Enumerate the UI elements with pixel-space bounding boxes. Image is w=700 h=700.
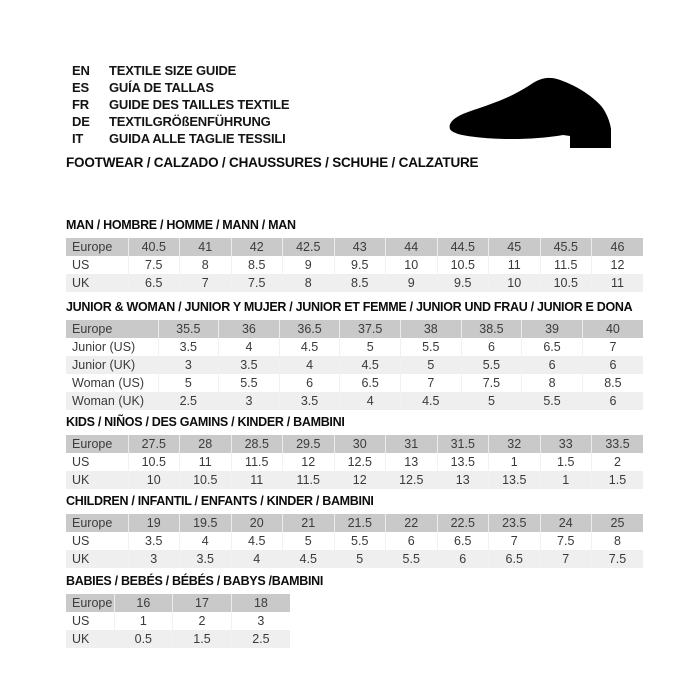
size-cell: 5.5 bbox=[219, 374, 280, 392]
size-section-babies bbox=[66, 574, 644, 648]
size-cell: 3.5 bbox=[128, 532, 180, 550]
size-cell: 44.5 bbox=[437, 238, 489, 256]
size-cell: 11.5 bbox=[283, 471, 335, 489]
size-cell: 9.5 bbox=[334, 256, 386, 274]
size-cell: 36.5 bbox=[279, 320, 340, 338]
size-cell: 19 bbox=[128, 514, 180, 532]
size-cell: 4.5 bbox=[283, 550, 335, 568]
size-cell: 13.5 bbox=[489, 471, 541, 489]
size-section-children bbox=[66, 494, 644, 568]
size-cell: 46 bbox=[592, 238, 644, 256]
size-section-kids bbox=[66, 415, 644, 489]
size-cell: 1.5 bbox=[592, 471, 644, 489]
size-cell: 0.5 bbox=[114, 630, 173, 648]
size-cell: 7 bbox=[582, 338, 643, 356]
size-cell: 10 bbox=[489, 274, 541, 292]
size-cell: 29.5 bbox=[283, 435, 335, 453]
size-cell: 10 bbox=[128, 471, 180, 489]
row-label: Europe bbox=[66, 320, 158, 338]
size-cell: 30 bbox=[334, 435, 386, 453]
size-cell: 40.5 bbox=[128, 238, 180, 256]
row-label: US bbox=[72, 455, 90, 469]
size-cell: 12 bbox=[592, 256, 644, 274]
size-cell: 13 bbox=[437, 471, 489, 489]
size-cell: 8 bbox=[522, 374, 583, 392]
section-title: BABIES / BEBÉS / BÉBÉS / BABYS /BAMBINI bbox=[66, 574, 324, 588]
size-cell: 13.5 bbox=[437, 453, 489, 471]
shoe-icon bbox=[444, 72, 636, 154]
size-cell: 42 bbox=[231, 238, 283, 256]
size-cell: 43 bbox=[334, 238, 386, 256]
table-row bbox=[66, 594, 290, 612]
size-cell: 5 bbox=[340, 338, 401, 356]
size-cell: 11 bbox=[592, 274, 644, 292]
size-cell: 5 bbox=[461, 392, 522, 410]
size-cell: 5.5 bbox=[401, 338, 462, 356]
size-cell: 31 bbox=[386, 435, 438, 453]
size-cell: 18 bbox=[231, 594, 290, 612]
size-cell: 40 bbox=[582, 320, 643, 338]
language-guide-text: TEXTILE SIZE GUIDE bbox=[109, 63, 237, 78]
row-label: US bbox=[72, 258, 90, 272]
row-label: US bbox=[72, 614, 90, 628]
size-cell: 1.5 bbox=[540, 453, 592, 471]
size-cell: 12 bbox=[334, 471, 386, 489]
section-title: JUNIOR & WOMAN / JUNIOR Y MUJER / JUNIOR ET FEMME / JUNIOR UND FRAU / JUNIOR E DONA bbox=[66, 300, 633, 314]
size-cell: 12 bbox=[283, 453, 335, 471]
row-label: Europe bbox=[66, 435, 128, 453]
size-cell: 9 bbox=[386, 274, 438, 292]
size-cell: 33.5 bbox=[592, 435, 644, 453]
size-cell: 25 bbox=[592, 514, 644, 532]
size-cell: 23.5 bbox=[489, 514, 541, 532]
size-cell: 16 bbox=[114, 594, 173, 612]
language-code: DE bbox=[72, 114, 90, 129]
size-cell: 10 bbox=[386, 256, 438, 274]
size-cell: 11.5 bbox=[540, 256, 592, 274]
size-cell: 22 bbox=[386, 514, 438, 532]
size-cell: 6.5 bbox=[437, 532, 489, 550]
category-heading: FOOTWEAR / CALZADO / CHAUSSURES / SCHUHE / CALZATURE bbox=[66, 155, 479, 170]
size-cell: 20 bbox=[231, 514, 283, 532]
size-cell: 6.5 bbox=[128, 274, 180, 292]
size-cell: 7.5 bbox=[128, 256, 180, 274]
size-cell: 6 bbox=[522, 356, 583, 374]
size-cell: 3.5 bbox=[279, 392, 340, 410]
table-row bbox=[66, 374, 643, 392]
size-cell: 6.5 bbox=[522, 338, 583, 356]
size-cell: 7.5 bbox=[231, 274, 283, 292]
size-cell: 5.5 bbox=[386, 550, 438, 568]
language-code: ES bbox=[72, 80, 89, 95]
size-cell: 8 bbox=[592, 532, 644, 550]
language-guide-list bbox=[72, 62, 289, 147]
table-row bbox=[66, 630, 290, 648]
size-cell: 12.5 bbox=[386, 471, 438, 489]
size-cell: 10.5 bbox=[128, 453, 180, 471]
size-cell: 32 bbox=[489, 435, 541, 453]
row-label: UK bbox=[66, 471, 128, 489]
size-cell: 39 bbox=[522, 320, 583, 338]
size-cell: 17 bbox=[173, 594, 232, 612]
size-cell: 10.5 bbox=[180, 471, 232, 489]
size-section-junior-woman bbox=[66, 300, 644, 410]
size-cell: 1.5 bbox=[173, 630, 232, 648]
size-cell: 3 bbox=[219, 392, 280, 410]
size-cell: 41 bbox=[180, 238, 232, 256]
size-cell: 36 bbox=[219, 320, 280, 338]
size-cell: 4 bbox=[340, 392, 401, 410]
table-row bbox=[66, 274, 643, 292]
size-cell: 7 bbox=[180, 274, 232, 292]
size-cell: 6.5 bbox=[340, 374, 401, 392]
row-label: Woman (US) bbox=[72, 376, 145, 390]
size-cell: 4.5 bbox=[231, 532, 283, 550]
size-cell: 19.5 bbox=[180, 514, 232, 532]
language-code: FR bbox=[72, 97, 89, 112]
size-cell: 7.5 bbox=[540, 532, 592, 550]
size-table-kids bbox=[66, 435, 643, 489]
table-row bbox=[66, 320, 643, 338]
size-cell: 3 bbox=[231, 612, 290, 630]
size-table-junior-woman bbox=[66, 320, 643, 410]
size-cell: 42.5 bbox=[283, 238, 335, 256]
row-label: UK bbox=[66, 274, 128, 292]
size-cell: 10.5 bbox=[437, 256, 489, 274]
size-cell: 9 bbox=[283, 256, 335, 274]
table-row bbox=[66, 514, 643, 532]
size-cell: 11.5 bbox=[231, 453, 283, 471]
row-label: Woman (UK) bbox=[66, 392, 158, 410]
size-cell: 2.5 bbox=[158, 392, 219, 410]
row-label: Europe bbox=[66, 238, 128, 256]
table-row bbox=[66, 392, 643, 410]
size-cell: 5 bbox=[334, 550, 386, 568]
size-cell: 3.5 bbox=[158, 338, 219, 356]
size-cell: 28 bbox=[180, 435, 232, 453]
size-cell: 4.5 bbox=[279, 338, 340, 356]
section-title: KIDS / NIÑOS / DES GAMINS / KINDER / BAMBINI bbox=[66, 415, 345, 429]
size-cell: 11 bbox=[489, 256, 541, 274]
size-cell: 3 bbox=[128, 550, 180, 568]
table-row bbox=[66, 338, 643, 356]
size-cell: 21.5 bbox=[334, 514, 386, 532]
size-cell: 5 bbox=[158, 374, 219, 392]
section-title: CHILDREN / INFANTIL / ENFANTS / KINDER / BAMBINI bbox=[66, 494, 374, 508]
size-cell: 7 bbox=[540, 550, 592, 568]
row-label: Europe bbox=[66, 594, 114, 612]
language-row-it bbox=[72, 130, 289, 147]
size-cell: 4.5 bbox=[401, 392, 462, 410]
table-row bbox=[66, 238, 643, 256]
table-row bbox=[66, 550, 643, 568]
row-label: UK bbox=[66, 630, 114, 648]
size-cell: 7.5 bbox=[461, 374, 522, 392]
size-cell: 35.5 bbox=[158, 320, 219, 338]
size-cell: 5.5 bbox=[461, 356, 522, 374]
size-cell: 13 bbox=[386, 453, 438, 471]
size-cell: 28.5 bbox=[231, 435, 283, 453]
size-cell: 6 bbox=[437, 550, 489, 568]
size-cell: 7 bbox=[401, 374, 462, 392]
size-cell: 45 bbox=[489, 238, 541, 256]
size-cell: 6 bbox=[582, 392, 643, 410]
size-cell: 8.5 bbox=[231, 256, 283, 274]
table-row bbox=[66, 435, 643, 453]
table-row bbox=[66, 612, 290, 630]
size-cell: 6 bbox=[461, 338, 522, 356]
language-code: IT bbox=[72, 131, 84, 146]
table-row bbox=[66, 471, 643, 489]
row-label: US bbox=[72, 534, 90, 548]
size-cell: 27.5 bbox=[128, 435, 180, 453]
size-cell: 2 bbox=[592, 453, 644, 471]
size-cell: 7.5 bbox=[592, 550, 644, 568]
size-cell: 44 bbox=[386, 238, 438, 256]
size-cell: 5.5 bbox=[522, 392, 583, 410]
size-cell: 1 bbox=[114, 612, 173, 630]
size-cell: 21 bbox=[283, 514, 335, 532]
size-table-babies bbox=[66, 594, 290, 648]
size-cell: 3.5 bbox=[219, 356, 280, 374]
size-cell: 4.5 bbox=[340, 356, 401, 374]
size-cell: 33 bbox=[540, 435, 592, 453]
size-cell: 3.5 bbox=[180, 550, 232, 568]
table-row bbox=[66, 453, 643, 471]
size-cell: 8.5 bbox=[582, 374, 643, 392]
size-cell: 8.5 bbox=[334, 274, 386, 292]
size-cell: 11 bbox=[180, 453, 232, 471]
size-cell: 8 bbox=[180, 256, 232, 274]
size-cell: 9.5 bbox=[437, 274, 489, 292]
size-cell: 6 bbox=[279, 374, 340, 392]
language-guide-text: GUIDE DES TAILLES TEXTILE bbox=[109, 97, 290, 112]
size-cell: 38.5 bbox=[461, 320, 522, 338]
size-cell: 6.5 bbox=[489, 550, 541, 568]
size-cell: 6 bbox=[386, 532, 438, 550]
size-cell: 3 bbox=[158, 356, 219, 374]
table-row bbox=[66, 532, 643, 550]
size-cell: 2 bbox=[173, 612, 232, 630]
language-row-fr bbox=[72, 96, 289, 113]
table-row bbox=[66, 356, 643, 374]
size-cell: 5 bbox=[283, 532, 335, 550]
size-cell: 4 bbox=[180, 532, 232, 550]
size-cell: 12.5 bbox=[334, 453, 386, 471]
size-cell: 22.5 bbox=[437, 514, 489, 532]
section-title: MAN / HOMBRE / HOMME / MANN / MAN bbox=[66, 218, 296, 232]
size-table-children bbox=[66, 514, 643, 568]
size-cell: 2.5 bbox=[231, 630, 290, 648]
row-label: Junior (UK) bbox=[66, 356, 158, 374]
size-cell: 11 bbox=[231, 471, 283, 489]
size-cell: 4 bbox=[231, 550, 283, 568]
language-guide-text: GUIDA ALLE TAGLIE TESSILI bbox=[109, 131, 286, 146]
language-row-de bbox=[72, 113, 289, 130]
size-cell: 31.5 bbox=[437, 435, 489, 453]
size-cell: 6 bbox=[582, 356, 643, 374]
size-cell: 1 bbox=[489, 453, 541, 471]
size-cell: 5 bbox=[401, 356, 462, 374]
table-row bbox=[66, 256, 643, 274]
size-cell: 37.5 bbox=[340, 320, 401, 338]
row-label: Europe bbox=[66, 514, 128, 532]
size-cell: 10.5 bbox=[540, 274, 592, 292]
language-row-es bbox=[72, 79, 289, 96]
size-cell: 1 bbox=[540, 471, 592, 489]
size-cell: 45.5 bbox=[540, 238, 592, 256]
size-cell: 38 bbox=[401, 320, 462, 338]
size-table-man bbox=[66, 238, 643, 292]
size-cell: 4 bbox=[219, 338, 280, 356]
language-row-en bbox=[72, 62, 289, 79]
size-cell: 8 bbox=[283, 274, 335, 292]
size-section-man bbox=[66, 218, 644, 292]
language-guide-text: TEXTILGRÖßENFÜHRUNG bbox=[109, 114, 271, 129]
language-guide-text: GUÍA DE TALLAS bbox=[109, 80, 214, 95]
row-label: Junior (US) bbox=[72, 340, 136, 354]
size-cell: 5.5 bbox=[334, 532, 386, 550]
language-code: EN bbox=[72, 63, 90, 78]
row-label: UK bbox=[66, 550, 128, 568]
size-cell: 7 bbox=[489, 532, 541, 550]
size-cell: 4 bbox=[279, 356, 340, 374]
size-cell: 24 bbox=[540, 514, 592, 532]
